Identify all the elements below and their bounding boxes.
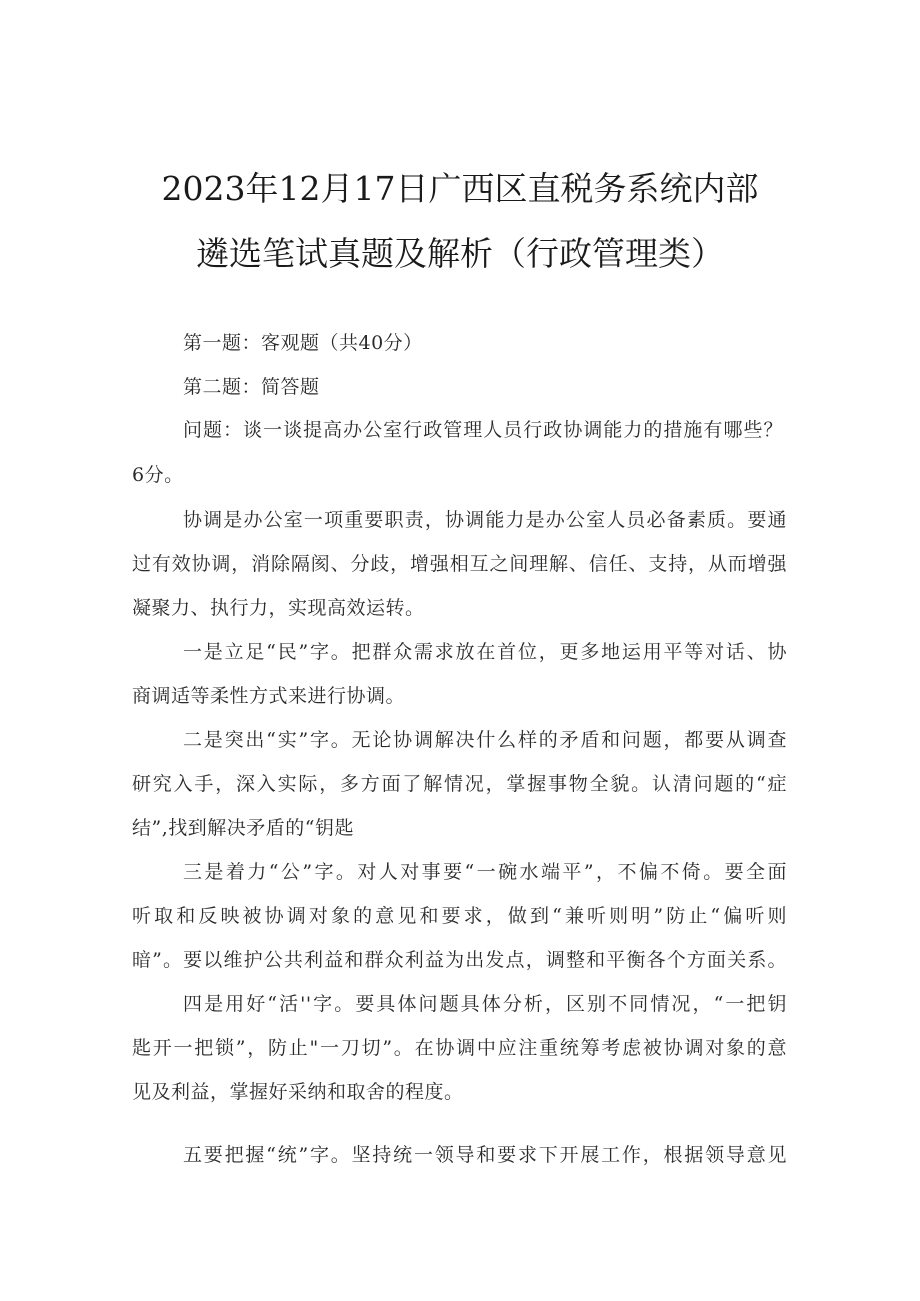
point-three-line-1: 三是着力“公”字。对人对事要“一碗水端平”，不偏不倚。要全面 xyxy=(183,861,787,883)
point-one-line-2: 商调适等柔性方式来进行协调。 xyxy=(132,685,406,707)
question-text: 问题：谈一谈提高办公室行政管理人员行政协调能力的措施有哪些？ xyxy=(183,419,783,441)
section-heading-objective: 第一题：客观题（共40分） xyxy=(183,332,423,354)
paragraph-intro-line-3: 凝聚力、执行力，实现高效运转。 xyxy=(132,597,425,619)
point-four-line-2: 匙开一把锁”，防止"一刀切”。在协调中应注重统筹考虑被协调对象的意 xyxy=(132,1037,787,1059)
point-one-line-1: 一是立足“民”字。把群众需求放在首位，更多地运用平等对话、协 xyxy=(183,641,787,663)
paragraph-intro-line-2: 过有效协调，消除隔阂、分歧，增强相互之间理解、信任、支持，从而增强 xyxy=(132,553,787,575)
point-four-line-3: 见及利益，掌握好采纳和取舍的程度。 xyxy=(132,1081,464,1103)
paragraph-intro-line-1: 协调是办公室一项重要职责，协调能力是办公室人员必备素质。要通 xyxy=(183,509,787,531)
point-three-line-3: 暗”。要以维护公共利益和群众利益为出发点，调整和平衡各个方面关系。 xyxy=(132,949,787,971)
section-heading-short-answer: 第二题：简答题 xyxy=(183,376,320,398)
point-two-line-1: 二是突出“实”字。无论协调解决什么样的矛盾和问题，都要从调查 xyxy=(183,729,787,751)
point-five-line-1: 五要把握“统”字。坚持统一领导和要求下开展工作，根据领导意见 xyxy=(183,1144,787,1166)
document-title-line-2: 遴选笔试真题及解析（行政管理类） xyxy=(196,234,724,273)
point-two-line-3: 结”,找到解决矛盾的“钥匙 xyxy=(132,817,354,839)
question-score: 6分。 xyxy=(132,464,184,486)
point-two-line-2: 研究入手，深入实际，多方面了解情况，掌握事物全貌。认清问题的“症 xyxy=(132,773,787,795)
document-title-line-1: 2023年12月17日广西区直税务系统内部 xyxy=(161,169,759,208)
point-three-line-2: 听取和反映被协调对象的意见和要求，做到“兼听则明”防止“偏听则 xyxy=(132,905,787,927)
point-four-line-1: 四是用好“活''字。要具体问题具体分析，区别不同情况，“一把钥 xyxy=(183,993,787,1015)
